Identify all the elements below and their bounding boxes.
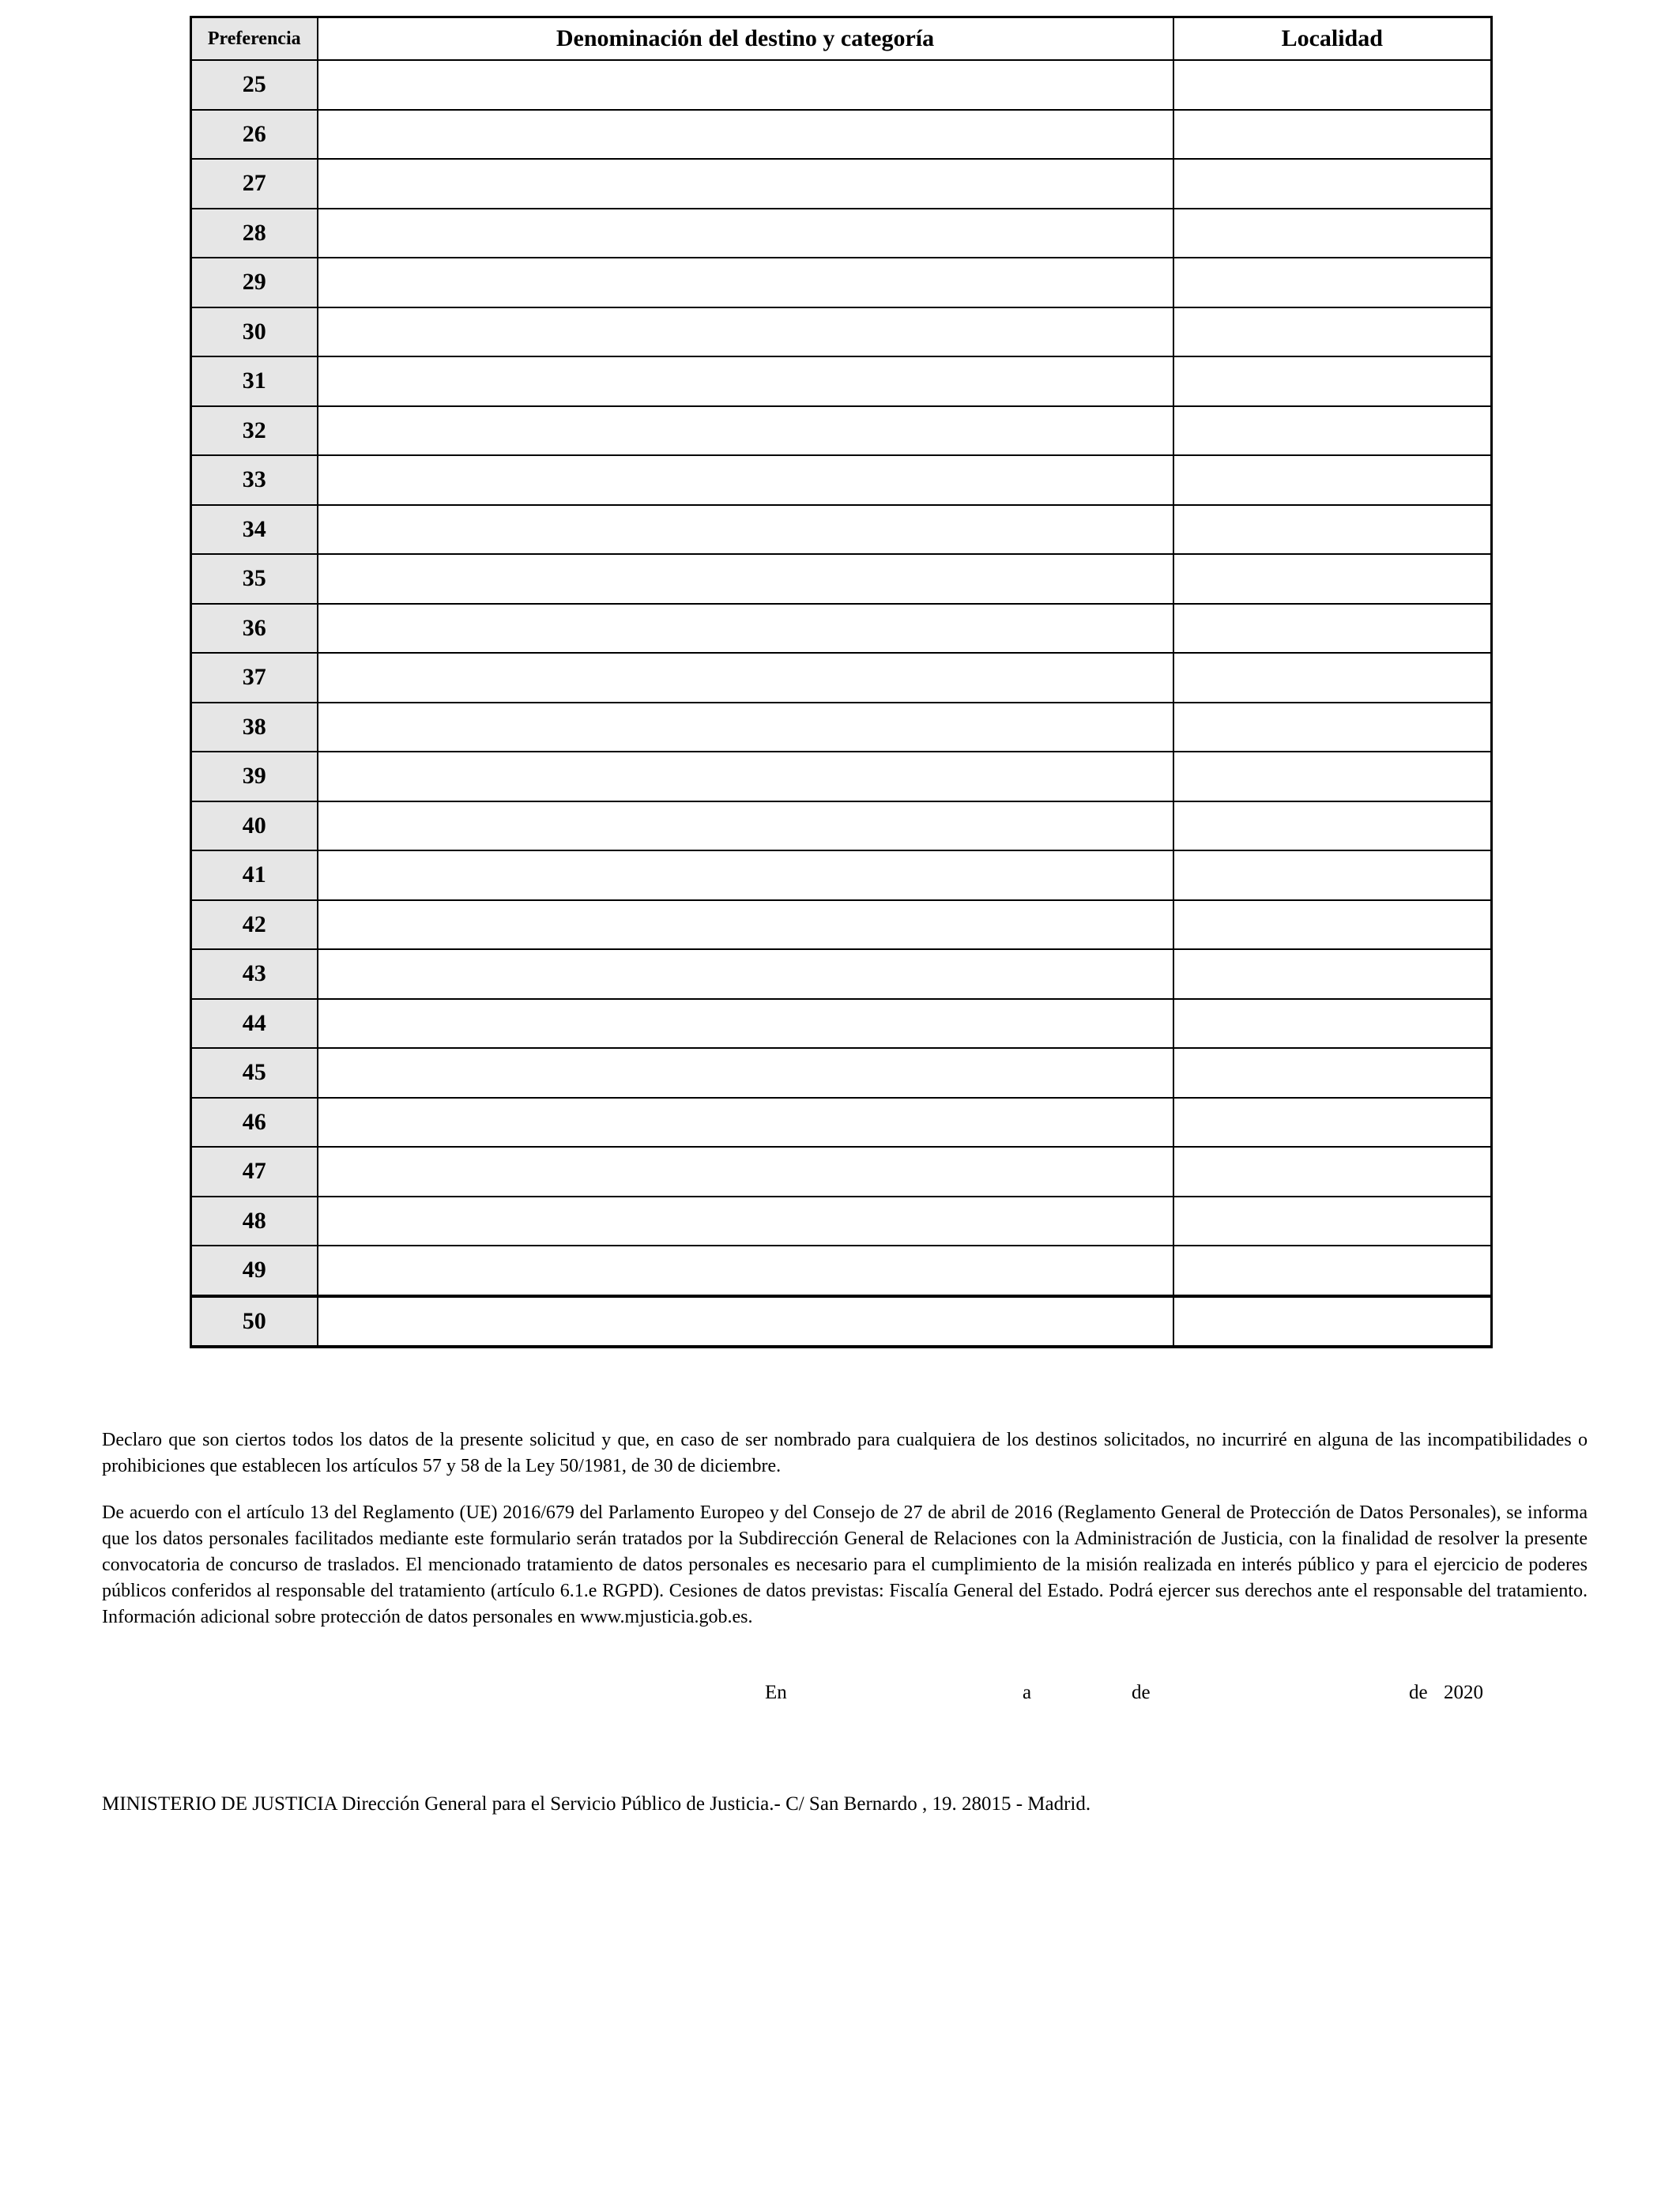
preference-number: 49 xyxy=(191,1246,318,1296)
table-row xyxy=(191,850,1492,900)
table-row xyxy=(191,1197,1492,1246)
destino-input-cell[interactable] xyxy=(318,60,1173,110)
table-row xyxy=(191,653,1492,703)
table-row xyxy=(191,604,1492,654)
destino-input-cell[interactable] xyxy=(318,1246,1173,1296)
destino-input-cell[interactable] xyxy=(318,455,1173,505)
table-row xyxy=(191,1296,1492,1348)
localidad-input-cell[interactable] xyxy=(1173,554,1492,604)
preference-number: 32 xyxy=(191,406,318,456)
preference-number: 41 xyxy=(191,850,318,900)
localidad-input-cell[interactable] xyxy=(1173,159,1492,209)
preference-number: 44 xyxy=(191,999,318,1049)
date-day-blank[interactable] xyxy=(1043,1682,1122,1706)
preference-number: 42 xyxy=(191,900,318,950)
localidad-input-cell[interactable] xyxy=(1173,60,1492,110)
destino-input-cell[interactable] xyxy=(318,999,1173,1049)
preference-number: 31 xyxy=(191,356,318,406)
destino-input-cell[interactable] xyxy=(318,505,1173,555)
localidad-input-cell[interactable] xyxy=(1173,1197,1492,1246)
table-row xyxy=(191,258,1492,307)
preference-table-body xyxy=(191,60,1492,1347)
table-row xyxy=(191,1147,1492,1197)
destino-input-cell[interactable] xyxy=(318,949,1173,999)
destino-input-cell[interactable] xyxy=(318,752,1173,801)
localidad-input-cell[interactable] xyxy=(1173,209,1492,258)
destino-input-cell[interactable] xyxy=(318,356,1173,406)
table-row xyxy=(191,110,1492,160)
header-preferencia: Preferencia xyxy=(191,17,318,61)
table-row xyxy=(191,455,1492,505)
localidad-input-cell[interactable] xyxy=(1173,801,1492,851)
destino-input-cell[interactable] xyxy=(318,653,1173,703)
table-row xyxy=(191,356,1492,406)
localidad-input-cell[interactable] xyxy=(1173,752,1492,801)
date-line xyxy=(0,1682,1680,1710)
localidad-input-cell[interactable] xyxy=(1173,604,1492,654)
destino-input-cell[interactable] xyxy=(318,406,1173,456)
date-year: 2020 xyxy=(1444,1682,1483,1703)
localidad-input-cell[interactable] xyxy=(1173,1098,1492,1148)
table-row xyxy=(191,159,1492,209)
destino-input-cell[interactable] xyxy=(318,1147,1173,1197)
table-row xyxy=(191,406,1492,456)
table-row xyxy=(191,900,1492,950)
preference-number: 35 xyxy=(191,554,318,604)
destino-input-cell[interactable] xyxy=(318,209,1173,258)
preference-number: 27 xyxy=(191,159,318,209)
date-en-label: En xyxy=(765,1682,787,1703)
destino-input-cell[interactable] xyxy=(318,703,1173,752)
date-month-blank[interactable] xyxy=(1166,1682,1399,1706)
preference-number: 47 xyxy=(191,1147,318,1197)
destino-input-cell[interactable] xyxy=(318,1296,1173,1348)
destino-input-cell[interactable] xyxy=(318,1197,1173,1246)
destino-input-cell[interactable] xyxy=(318,1048,1173,1098)
preference-number: 28 xyxy=(191,209,318,258)
localidad-input-cell[interactable] xyxy=(1173,900,1492,950)
table-row xyxy=(191,505,1492,555)
table-row xyxy=(191,209,1492,258)
preference-number: 40 xyxy=(191,801,318,851)
preference-table-header xyxy=(191,17,1492,61)
preference-number: 45 xyxy=(191,1048,318,1098)
preference-number: 37 xyxy=(191,653,318,703)
table-row xyxy=(191,1098,1492,1148)
footer-ministry-address: MINISTERIO DE JUSTICIA Dirección General para el Servicio Público de Justicia.- C/ San Bernardo , 19. 28015 - Madrid. xyxy=(102,1793,1091,1815)
preference-number: 26 xyxy=(191,110,318,160)
preference-number: 34 xyxy=(191,505,318,555)
destino-input-cell[interactable] xyxy=(318,307,1173,357)
table-row xyxy=(191,307,1492,357)
preference-number: 48 xyxy=(191,1197,318,1246)
preference-number: 25 xyxy=(191,60,318,110)
table-row xyxy=(191,999,1492,1049)
localidad-input-cell[interactable] xyxy=(1173,1296,1492,1348)
destino-input-cell[interactable] xyxy=(318,1098,1173,1148)
localidad-input-cell[interactable] xyxy=(1173,850,1492,900)
localidad-input-cell[interactable] xyxy=(1173,949,1492,999)
destino-input-cell[interactable] xyxy=(318,258,1173,307)
destino-input-cell[interactable] xyxy=(318,801,1173,851)
header-row xyxy=(191,17,1492,61)
destino-input-cell[interactable] xyxy=(318,159,1173,209)
date-a-label: a xyxy=(1023,1682,1032,1703)
header-denominacion-destino: Denominación del destino y categoría xyxy=(318,17,1173,61)
table-row xyxy=(191,703,1492,752)
localidad-input-cell[interactable] xyxy=(1173,999,1492,1049)
header-localidad: Localidad xyxy=(1173,17,1492,61)
preference-number: 43 xyxy=(191,949,318,999)
localidad-input-cell[interactable] xyxy=(1173,1048,1492,1098)
preference-number: 36 xyxy=(191,604,318,654)
privacy-notice-paragraph: De acuerdo con el artículo 13 del Reglamento (UE) 2016/679 del Parlamento Europeo y del Consejo de 27 de abril de 2016 (Reglamento General de Protección de Datos Personales), se informa que los datos personales facilitados mediante este formulario serán tratados por la Subdirección General de Relaciones con la Administración de Justicia, con la finalidad de resolver la presente convocatoria de concurso de traslados. El mencionado tratamiento de datos personales es necesario para el cumplimiento de la misión realizada en interés público y para el ejercicio de poderes públicos conferidos al responsable del tratamiento (artículo 6.1.e RGPD). Cesiones de datos previstas: Fiscalía General del Estado. Podrá ejercer sus derechos ante el responsable del tratamiento. Información adicional sobre protección de datos personales en www.mjusticia.gob.es. xyxy=(102,1502,1588,1627)
table-row xyxy=(191,752,1492,801)
date-city-blank[interactable] xyxy=(798,1682,1011,1706)
destino-input-cell[interactable] xyxy=(318,554,1173,604)
localidad-input-cell[interactable] xyxy=(1173,406,1492,456)
table-row xyxy=(191,801,1492,851)
preference-number: 29 xyxy=(191,258,318,307)
table-row xyxy=(191,60,1492,110)
preference-number: 50 xyxy=(191,1296,318,1348)
destino-input-cell[interactable] xyxy=(318,110,1173,160)
declaration-paragraph: Declaro que son ciertos todos los datos de la presente solicitud y que, en caso de ser nombrado para cualquiera de los destinos solicitados, no incurriré en alguna de las incompatibilidades o prohibiciones que establecen los artículos 57 y 58 de la Ley 50/1981, de 30 de diciembre. xyxy=(102,1430,1588,1476)
localidad-input-cell[interactable] xyxy=(1173,258,1492,307)
localidad-input-cell[interactable] xyxy=(1173,455,1492,505)
destino-input-cell[interactable] xyxy=(318,900,1173,950)
table-row xyxy=(191,1048,1492,1098)
destino-input-cell[interactable] xyxy=(318,604,1173,654)
localidad-input-cell[interactable] xyxy=(1173,653,1492,703)
date-de2-label: de xyxy=(1409,1682,1428,1703)
date-de-label: de xyxy=(1132,1682,1151,1703)
preference-table xyxy=(190,16,1493,1348)
table-row xyxy=(191,1246,1492,1296)
destino-input-cell[interactable] xyxy=(318,850,1173,900)
localidad-input-cell[interactable] xyxy=(1173,505,1492,555)
table-row xyxy=(191,949,1492,999)
localidad-input-cell[interactable] xyxy=(1173,1246,1492,1296)
localidad-input-cell[interactable] xyxy=(1173,110,1492,160)
localidad-input-cell[interactable] xyxy=(1173,356,1492,406)
localidad-input-cell[interactable] xyxy=(1173,703,1492,752)
localidad-input-cell[interactable] xyxy=(1173,1147,1492,1197)
preference-number: 38 xyxy=(191,703,318,752)
table-row xyxy=(191,554,1492,604)
preference-number: 46 xyxy=(191,1098,318,1148)
preference-number: 39 xyxy=(191,752,318,801)
preference-number: 33 xyxy=(191,455,318,505)
localidad-input-cell[interactable] xyxy=(1173,307,1492,357)
preference-number: 30 xyxy=(191,307,318,357)
